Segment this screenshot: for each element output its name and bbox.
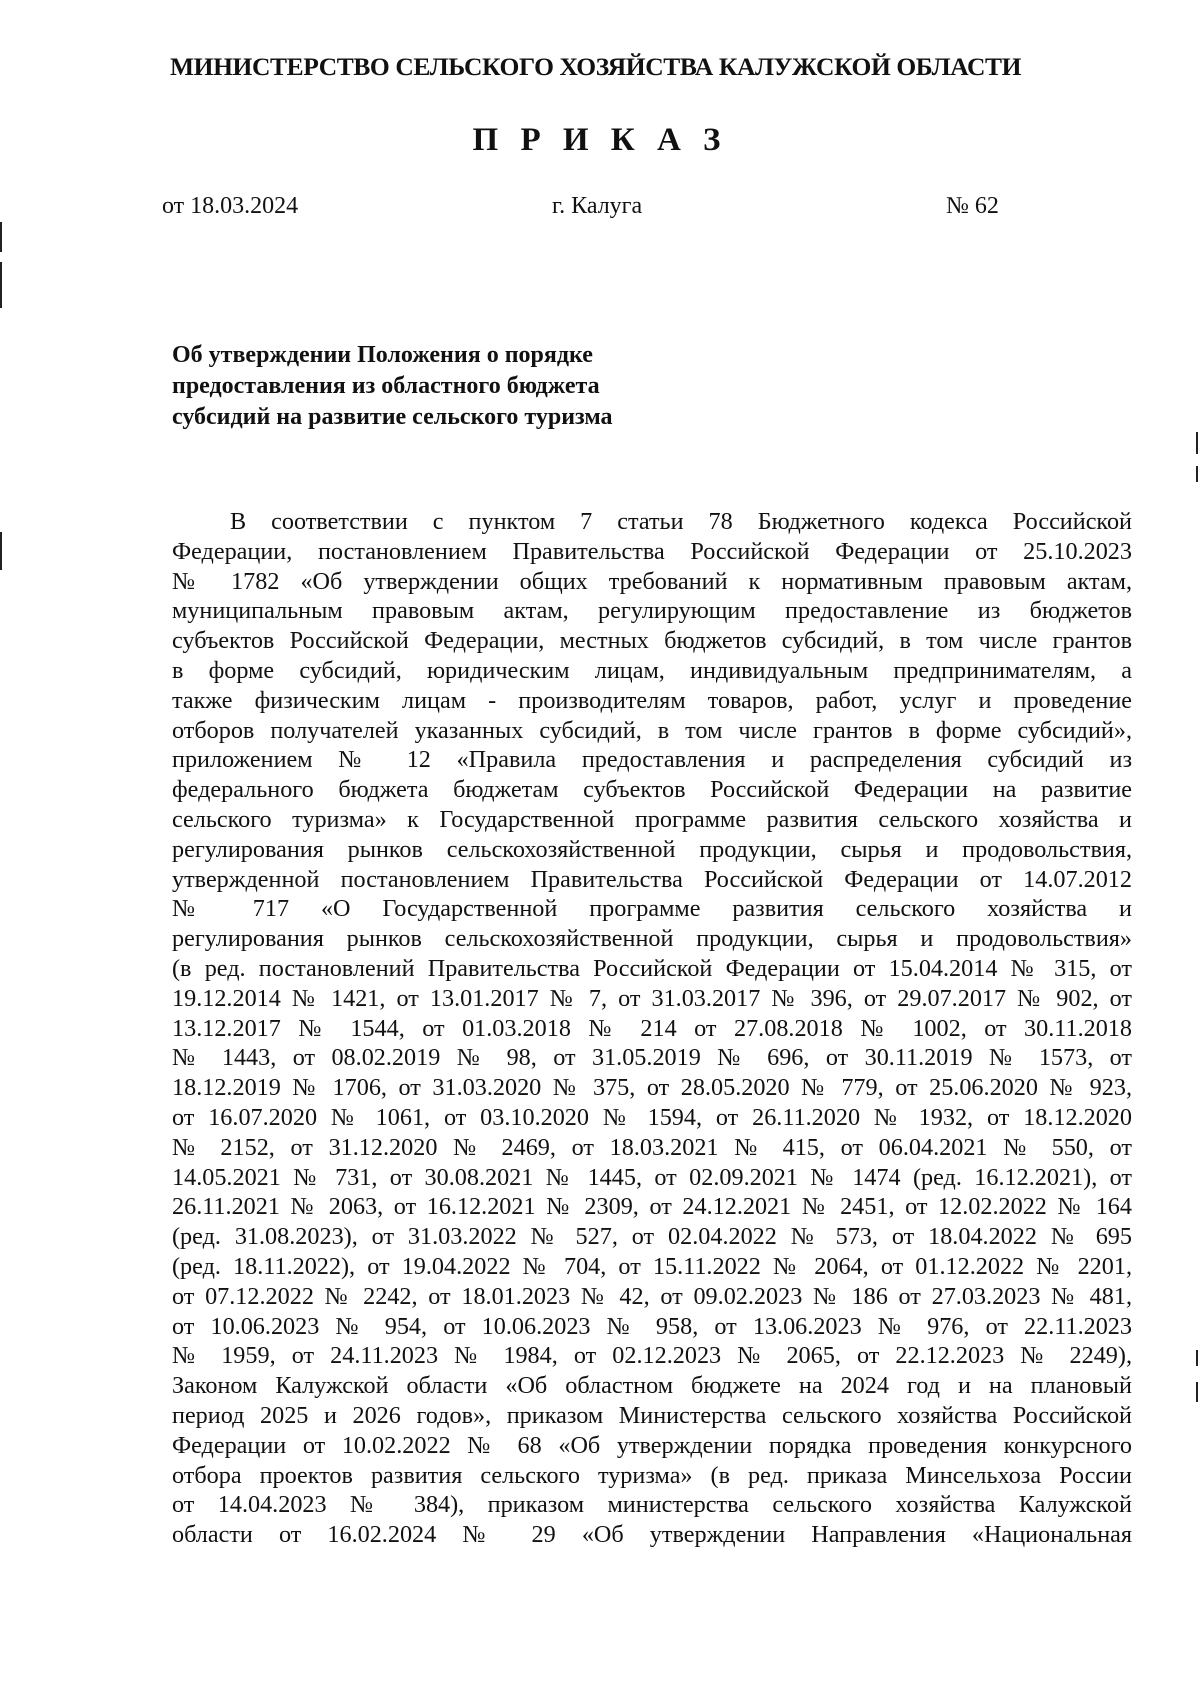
body-line: также физическим лицам - производителям товаров, работ, услуг и проведение xyxy=(172,686,1132,714)
order-city: г. Калуга xyxy=(552,193,643,219)
body-line: № 717 «О Государственной программе развития сельского хозяйства и xyxy=(172,895,1132,923)
body-line: № 1959, от 24.11.2023 № 1984, от 02.12.2023 № 2065, от 22.12.2023 № 2249), xyxy=(172,1342,1132,1370)
title-line: предоставления из областного бюджета xyxy=(172,373,600,399)
body-line: отборов получателей указанных субсидий, в том числе грантов в форме субсидий», xyxy=(172,716,1132,744)
scan-artifact xyxy=(1196,1350,1198,1366)
body-line: Федерации от 10.02.2022 № 68 «Об утверждении порядка проведения конкурсного xyxy=(172,1431,1132,1459)
body-line: регулирования рынков сельскохозяйственной продукции, сырья и продовольствия, xyxy=(172,835,1132,863)
body-line: муниципальным правовым актам, регулирующим предоставление из бюджетов xyxy=(172,597,1132,625)
body-line: субъектов Российской Федерации, местных бюджетов субсидий, в том числе грантов xyxy=(172,627,1132,655)
body-line: Законом Калужской области «Об областном бюджете на 2024 год и на плановый xyxy=(172,1372,1132,1400)
body-line: приложением № 12 «Правила предоставления и распределения субсидий из xyxy=(172,746,1132,774)
body-line: федерального бюджета бюджетам субъектов Российской Федерации на развитие xyxy=(172,776,1132,804)
body-line: 14.05.2021 № 731, от 30.08.2021 № 1445, от 02.09.2021 № 1474 (ред. 16.12.2021), от xyxy=(172,1163,1132,1191)
body-line: (в ред. постановлений Правительства Российской Федерации от 15.04.2014 № 315, от xyxy=(172,954,1132,982)
scan-artifact xyxy=(0,222,2,252)
body-line: от 14.04.2023 № 384), приказом министерства сельского хозяйства Калужской xyxy=(172,1491,1132,1519)
scan-artifact xyxy=(0,532,2,570)
body-line: утвержденной постановлением Правительства Российской Федерации от 14.07.2012 xyxy=(172,865,1132,893)
body-line: 19.12.2014 № 1421, от 13.01.2017 № 7, от 31.03.2017 № 396, от 29.07.2017 № 902, от xyxy=(172,984,1132,1012)
body-line: Федерации, постановлением Правительства Российской Федерации от 25.10.2023 xyxy=(172,537,1132,565)
body-line: сельского туризма» к Государственной программе развития сельского хозяйства и xyxy=(172,805,1132,833)
order-number: № 62 xyxy=(946,193,999,219)
scan-artifact xyxy=(1196,432,1198,454)
scan-artifact xyxy=(1196,466,1198,482)
body-line: № 1782 «Об утверждении общих требований к нормативным правовым актам, xyxy=(172,567,1132,595)
document-type: П Р И К А З xyxy=(472,122,728,158)
body-line: (ред. 18.11.2022), от 19.04.2022 № 704, от 15.11.2022 № 2064, от 01.12.2022 № 2201, xyxy=(172,1252,1132,1280)
body-line: регулирования рынков сельскохозяйственной продукции, сырья и продовольствия» xyxy=(172,925,1132,953)
body-line: период 2025 и 2026 годов», приказом Министерства сельского хозяйства Российской xyxy=(172,1401,1132,1429)
body-line: от 10.06.2023 № 954, от 10.06.2023 № 958, от 13.06.2023 № 976, от 22.11.2023 xyxy=(172,1312,1132,1340)
body-line: (ред. 31.08.2023), от 31.03.2022 № 527, от 02.04.2022 № 573, от 18.04.2022 № 695 xyxy=(172,1223,1132,1251)
body-line: В соответствии с пунктом 7 статьи 78 Бюджетного кодекса Российской xyxy=(230,508,1132,535)
title-line: субсидий на развитие сельского туризма xyxy=(172,404,613,430)
order-body xyxy=(172,507,1132,1550)
ministry-name: МИНИСТЕРСТВО СЕЛЬСКОГО ХОЗЯЙСТВА КАЛУЖСКОЙ ОБЛАСТИ xyxy=(170,52,1022,81)
body-line: 26.11.2021 № 2063, от 16.12.2021 № 2309, от 24.12.2021 № 2451, от 12.02.2022 № 164 xyxy=(172,1193,1132,1221)
body-line: отбора проектов развития сельского туризма» (в ред. приказа Минсельхоза России xyxy=(172,1461,1132,1489)
body-line: области от 16.02.2024 № 29 «Об утверждении Направления «Национальная xyxy=(172,1521,1132,1549)
order-title xyxy=(172,340,692,433)
order-date: от 18.03.2024 xyxy=(162,193,299,219)
title-line: Об утверждении Положения о порядке xyxy=(172,342,593,368)
body-line: в форме субсидий, юридическим лицам, индивидуальным предпринимателям, а xyxy=(172,656,1132,684)
body-line: 13.12.2017 № 1544, от 01.03.2018 № 214 от 27.08.2018 № 1002, от 30.11.2018 xyxy=(172,1014,1132,1042)
body-line: от 07.12.2022 № 2242, от 18.01.2023 № 42, от 09.02.2023 № 186 от 27.03.2023 № 481, xyxy=(172,1282,1132,1310)
body-line: № 2152, от 31.12.2020 № 2469, от 18.03.2021 № 415, от 06.04.2021 № 550, от xyxy=(172,1133,1132,1161)
scan-artifact xyxy=(1196,1382,1198,1402)
body-line: № 1443, от 08.02.2019 № 98, от 31.05.2019 № 696, от 30.11.2019 № 1573, от xyxy=(172,1044,1132,1072)
body-line: 18.12.2019 № 1706, от 31.03.2020 № 375, от 28.05.2020 № 779, от 25.06.2020 № 923, xyxy=(172,1074,1132,1102)
body-line: от 16.07.2020 № 1061, от 03.10.2020 № 1594, от 26.11.2020 № 1932, от 18.12.2020 xyxy=(172,1103,1132,1131)
scan-artifact xyxy=(0,262,2,308)
